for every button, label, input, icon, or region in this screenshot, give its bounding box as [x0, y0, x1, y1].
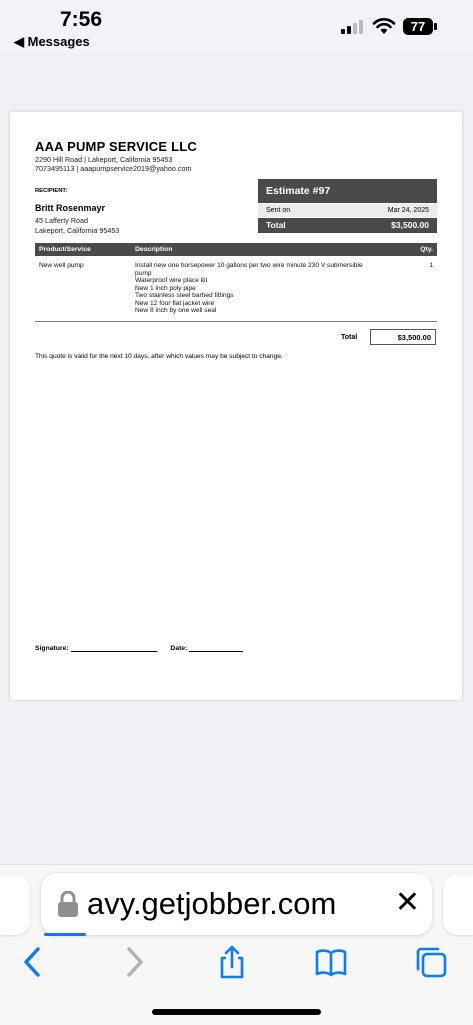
row-description-line: New 1 inch poly pipe	[135, 284, 196, 292]
cellular-signal-icon	[341, 18, 367, 34]
sent-date: Mar 24, 2025	[387, 207, 429, 214]
address-bar[interactable]	[41, 873, 432, 935]
back-to-messages-button[interactable]: ◀ Messages	[14, 34, 90, 49]
share-icon[interactable]	[215, 945, 249, 979]
estimate-total-row	[258, 218, 437, 233]
company-address: 2290 Hill Road | Lakeport, California 95453	[35, 155, 173, 164]
table-divider	[35, 321, 437, 322]
estimate-total-value: $3,500.00	[391, 220, 429, 230]
url-text: avy.getjobber.com	[87, 886, 337, 921]
forward-chevron-icon[interactable]	[117, 945, 151, 979]
row-product: New well pump	[39, 262, 84, 269]
company-name: AAA PUMP SERVICE LLC	[35, 139, 197, 154]
signature-label: Signature:	[35, 645, 69, 652]
header-product: Product/Service	[39, 246, 91, 253]
lock-icon	[57, 891, 79, 917]
next-tab-preview[interactable]	[443, 875, 473, 935]
recipient-city: Lakeport, California 95453	[35, 226, 120, 235]
clear-url-button[interactable]: ✕	[394, 886, 420, 919]
status-time: 7:56	[60, 8, 103, 31]
estimate-summary	[258, 179, 437, 233]
wifi-icon	[372, 17, 396, 35]
row-qty: 1	[429, 262, 433, 269]
row-description-line: New 8 inch by one well seal	[135, 307, 217, 314]
tab-indicator	[44, 933, 86, 936]
bookmarks-icon[interactable]	[314, 945, 348, 979]
header-qty: Qty.	[420, 246, 433, 253]
recipient-name: Britt Rosenmayr	[35, 203, 106, 213]
quote-validity-note: This quote is valid for the next 10 days, after which values may be subject to change.	[35, 353, 283, 360]
back-chevron-icon[interactable]	[16, 945, 50, 979]
browser-toolbar	[0, 864, 473, 1025]
row-description-line: Install new one horsepower 10 gallons per two wire minute 230 V submersible	[135, 262, 363, 269]
status-bar	[0, 0, 473, 54]
company-contact: 7073495113 | aaapumpservice2019@yahoo.com	[35, 164, 192, 173]
recipient-label: RECIPIENT:	[35, 188, 68, 194]
table-header	[35, 243, 437, 256]
recipient-street: 45 Lafferty Road	[35, 216, 89, 225]
estimate-document	[10, 112, 462, 700]
grand-total-value: $3,500.00	[370, 329, 436, 345]
date-label: Date:	[170, 645, 188, 652]
tabs-icon[interactable]	[414, 945, 448, 979]
home-indicator	[152, 1009, 321, 1015]
row-description-line: Two stainless steel barbed fittings	[135, 292, 234, 299]
signature-line	[71, 651, 157, 652]
sent-label: Sent on	[266, 207, 291, 214]
date-line	[189, 651, 243, 652]
battery-icon: 77	[403, 18, 433, 35]
header-description: Description	[135, 246, 173, 253]
estimate-total-label: Total	[266, 220, 286, 230]
signature-area	[35, 645, 243, 652]
previous-tab-preview[interactable]	[0, 875, 30, 935]
row-description-line: Waterproof wire place kit	[135, 277, 208, 284]
row-description-line: pump	[135, 269, 152, 277]
grand-total-label: Total	[341, 334, 358, 341]
estimate-title: Estimate #97	[258, 179, 437, 203]
row-description-line: New 12 four flat jacket wire	[135, 299, 215, 307]
estimate-sent-row	[258, 204, 437, 217]
